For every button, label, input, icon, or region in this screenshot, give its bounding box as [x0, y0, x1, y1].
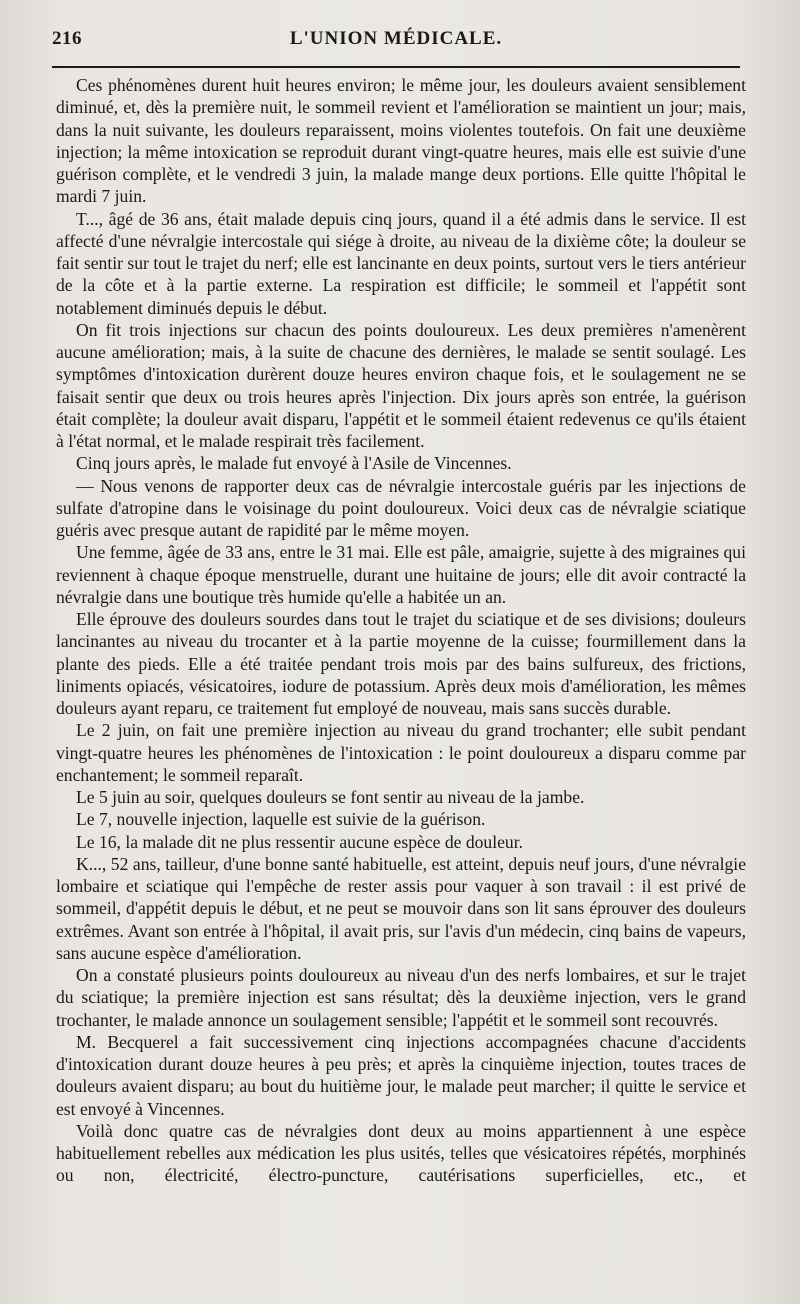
- page-number: 216: [52, 28, 82, 49]
- paragraph: Le 5 juin au soir, quelques douleurs se font sentir au niveau de la jambe.: [76, 787, 585, 807]
- paragraph: T..., âgé de 36 ans, était malade depuis cinq jours, quand il a été admis dans le service. Il est affecté d'une névralgie intercostale qui siége à droite, au niveau de la dixième côte; la douleur se fait sentir sur tout le trajet du nerf; elle est lancinante en deux points, surtout vers le tiers antérieur de la côte et à la partie externe. La respiration est difficile; le sommeil et l'appétit sont notablement diminués depuis le début.: [56, 208, 746, 318]
- paragraph: Le 7, nouvelle injection, laquelle est suivie de la guérison.: [76, 809, 486, 830]
- paragraph: K..., 52 ans, tailleur, d'une bonne santé habituelle, est atteint, depuis neuf jours, d'une névralgie lombaire et sciatique qui l'empêche de rester assis pour vaquer à son travail : il est privé de sommeil, d'appétit depuis le début, et ne peut se mouvoir dans son lit sans éprouver des douleurs extrêmes. Avant son entrée à l'hôpital, il avait pris, sur l'avis d'un médecin, cinq bains de vapeurs, sans aucune espèce d'amélioration.: [56, 853, 746, 963]
- paragraph: On a constaté plusieurs points douloureux au niveau d'un des nerfs lombaires, et sur le trajet du sciatique; la première injection est sans résultat; dès la deuxième injection, vers le grand trochanter, le malade annonce un soulagement sensible; l'appétit et le sommeil sont recouvrés.: [56, 965, 746, 1030]
- paragraph: M. Becquerel a fait successivement cinq injections accompagnées chacune d'accidents d'intoxication durant douze heures à peu près; et après la cinquième injection, toutes traces de douleurs avaient disparu; au bout du huitième jour, le malade peut marcher; il quitte le service et est envoyé à Vincennes.: [56, 1031, 746, 1119]
- paragraph: Le 2 juin, on fait une première injection au niveau du grand trochanter; elle subit pendant vingt-quatre heures les phénomènes de l'intoxication : le point douloureux a disparu comme par enchantement; le sommeil reparaît.: [56, 720, 746, 785]
- paragraph: Une femme, âgée de 33 ans, entre le 31 mai. Elle est pâle, amaigrie, sujette à des migraines qui reviennent à chaque époque menstruelle, durant une huitaine de jours; elle dit avoir contracté la névralgie dans une boutique très humide qu'elle a habitée un an.: [56, 542, 746, 607]
- paragraph: Cinq jours après, le malade fut envoyé à l'Asile de Vincennes.: [76, 453, 512, 474]
- paragraph: On fit trois injections sur chacun des points douloureux. Les deux premières n'amenèrent aucune amélioration; mais, à la suite de chacune des dernières, le malade se sentit soulagé. Les symptômes d'intoxication durèrent douze heures environ chaque fois, et le soulagement ne se faisait sentir que deux ou trois heures après l'injection. Dix jours après son entrée, la guérison était complète; la douleur avait disparu, l'appétit et le sommeil étaient redevenus ce qu'ils étaient à l'état normal, et le malade respirait très facilement.: [56, 319, 746, 451]
- paragraph: Le 16, la malade dit ne plus ressentir aucune espèce de douleur.: [76, 831, 524, 852]
- paragraph: Ces phénomènes durent huit heures environ; le même jour, les douleurs avaient sensiblement diminué, et, dès la première nuit, le sommeil revient et l'amélioration se maintient un jour; mais, dans la nuit suivante, les douleurs reparaissent, moins violentes toutefois. On fait une deuxième injection; la même intoxication se reproduit durant vingt-quatre heures, mais elle est suivie d'une guérison complète, et le vendredi 3 juin, la malade mange deux portions. Elle quitte l'hôpital le mardi 7 juin.: [56, 75, 746, 207]
- paragraph: Voilà donc quatre cas de névralgies dont deux au moins appartiennent à une espèce habituellement rebelles aux médication les plus usités, telles que vésicatoires répétés, morphinés ou non, électricité, électro-puncture, cautérisations superficielles, etc., et: [56, 1120, 746, 1186]
- page-header: [52, 28, 740, 58]
- body-text: [56, 74, 746, 1187]
- paragraph: Elle éprouve des douleurs sourdes dans tout le trajet du sciatique et de ses divisions; douleurs lancinantes au niveau du trocanter et à la partie moyenne de la cuisse; fourmillement dans la plante des pieds. Elle a été traitée pendant trois mois par des bains sulfureux, des frictions, liniments opiacés, vésicatoires, iodure de potassium. Après deux mois d'amélioration, les mêmes douleurs ayant reparu, ce traitement fut employé de nouveau, mais sans succès durable.: [56, 609, 746, 718]
- paragraph: — Nous venons de rapporter deux cas de névralgie intercostale guéris par les injections de sulfate d'atropine dans le voisinage du point douloureux. Voici deux cas de névralgie sciatique guéris avec presque autant de rapidité par le même moyen.: [56, 475, 746, 540]
- header-rule: [52, 66, 740, 68]
- running-title: L'UNION MÉDICALE.: [289, 28, 503, 49]
